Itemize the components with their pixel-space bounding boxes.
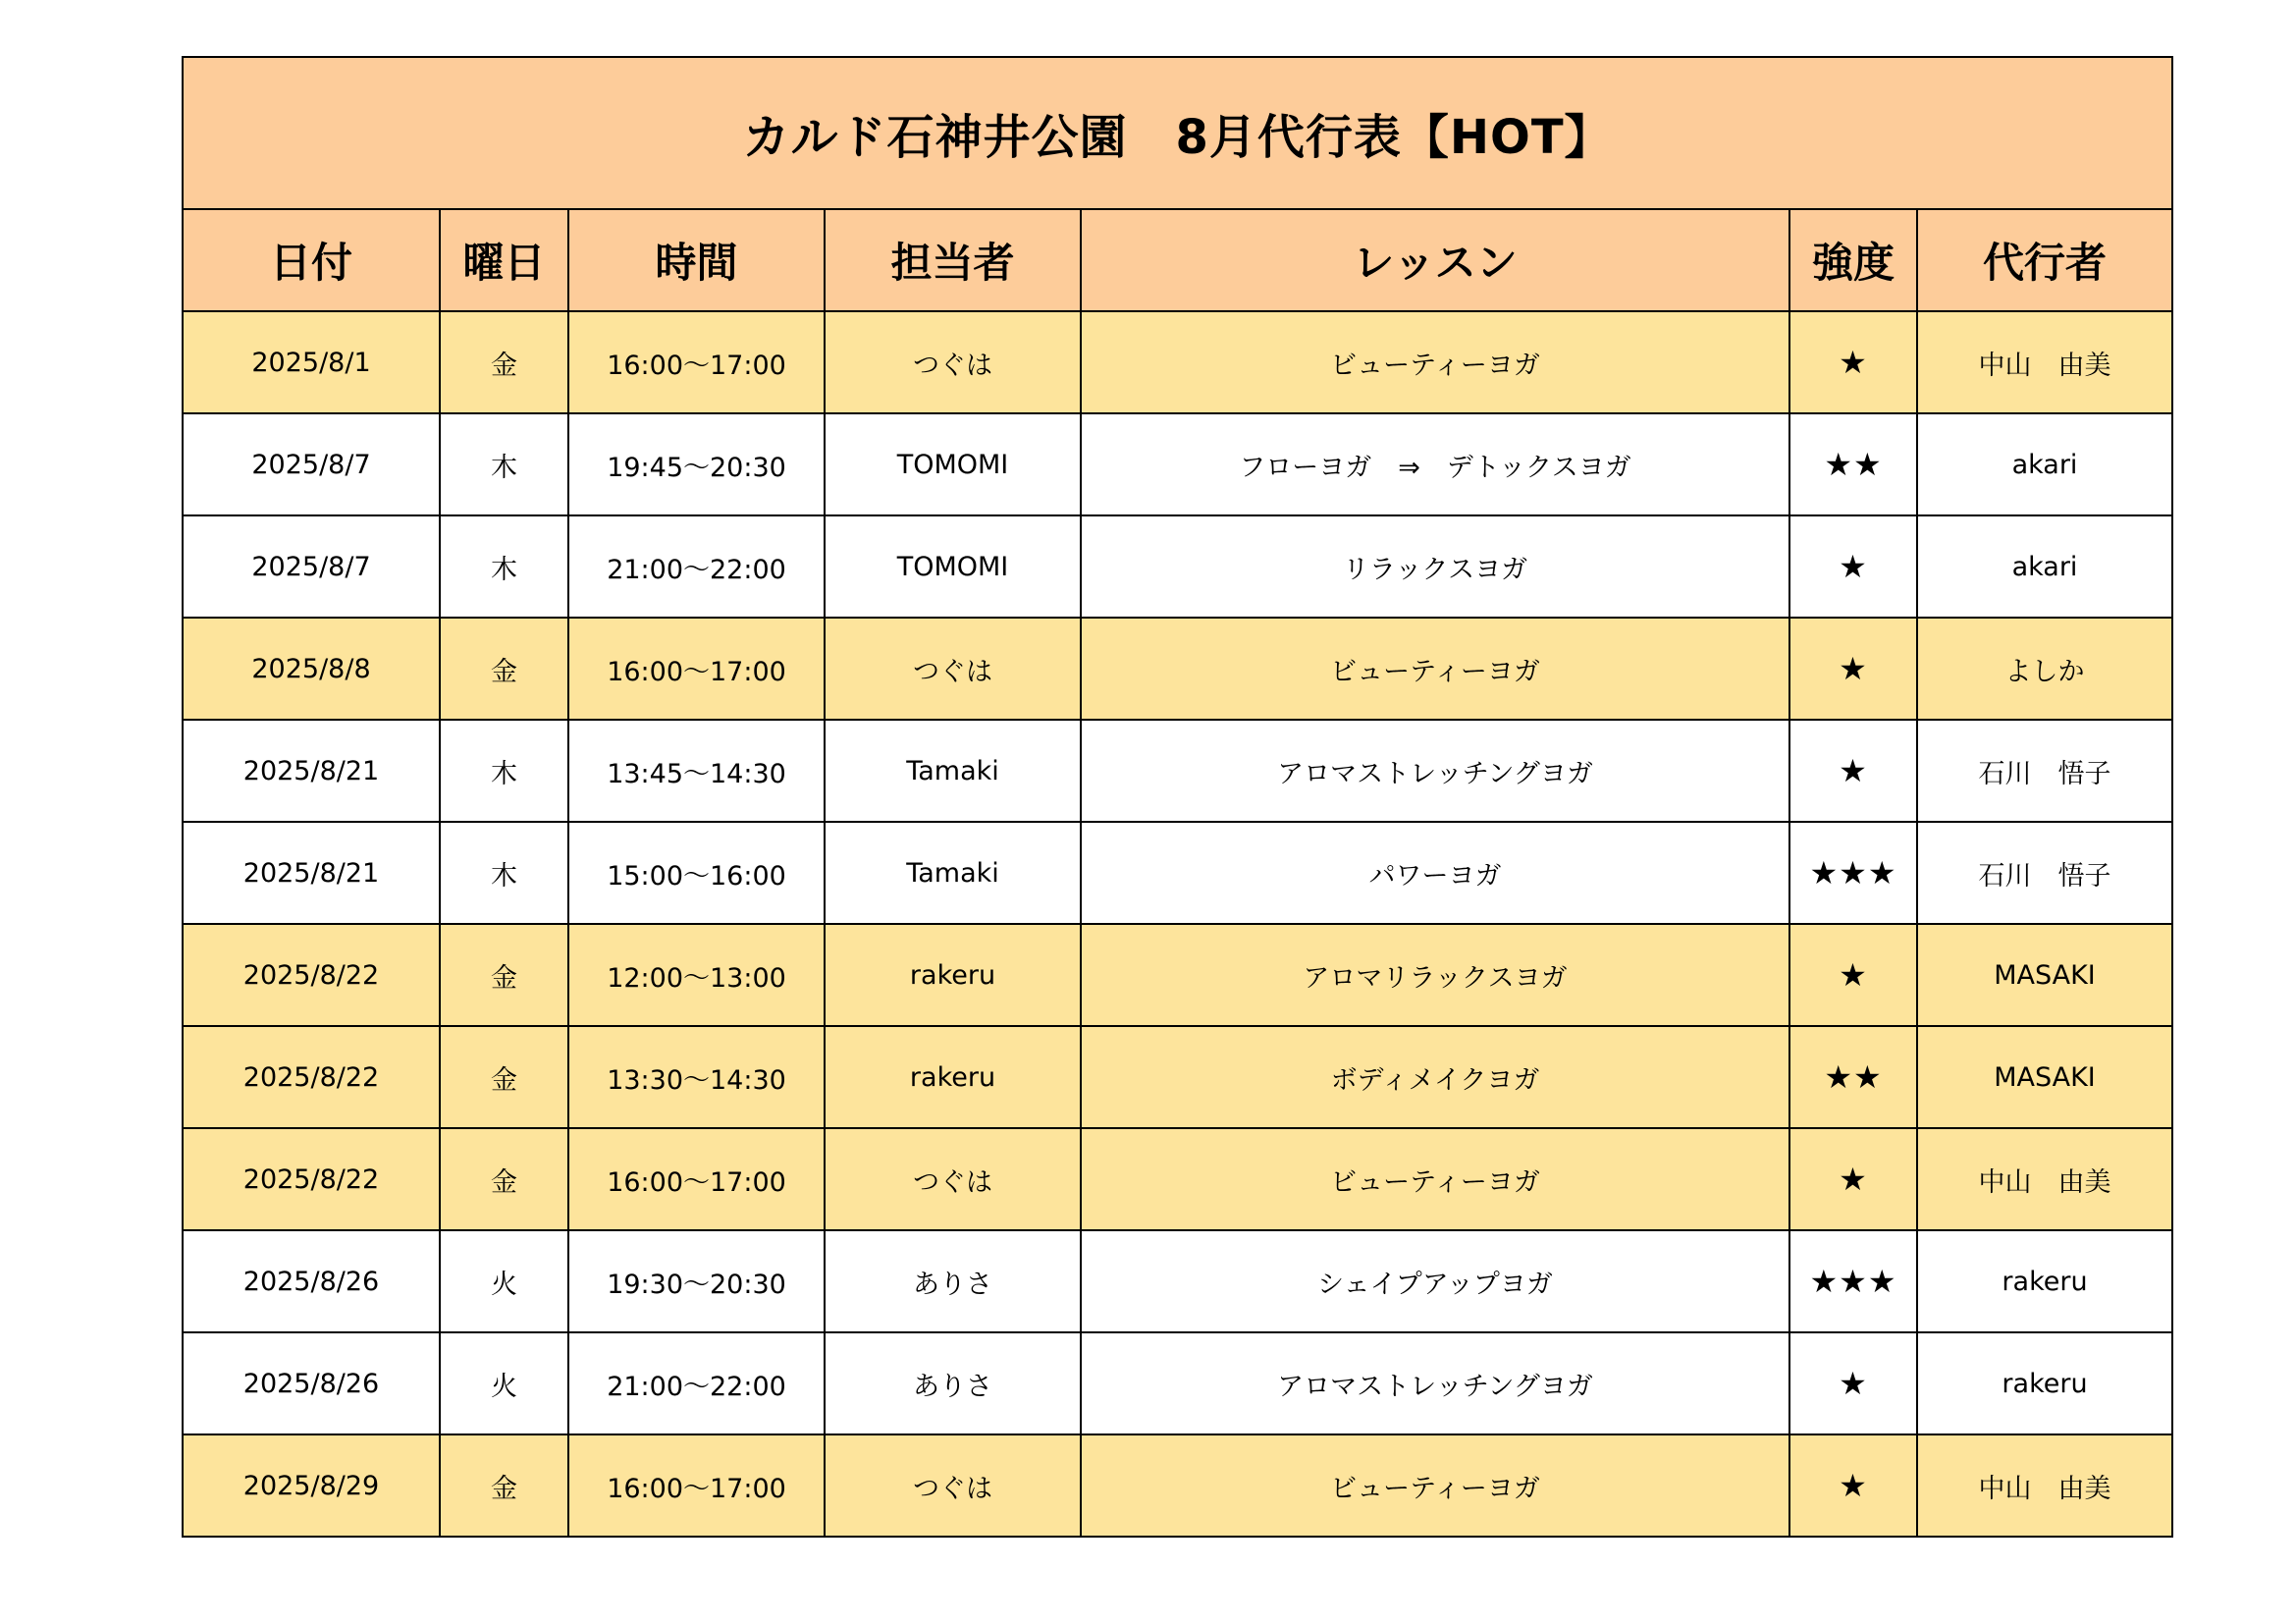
column-header-time: 時間 bbox=[568, 209, 825, 311]
cell-instructor: TOMOMI bbox=[825, 515, 1081, 618]
cell-intensity-stars: ★★★ bbox=[1789, 822, 1917, 924]
cell-substitute: 石川 悟子 bbox=[1917, 822, 2172, 924]
page-title: カルド石神井公園 8月代行表【HOT】 bbox=[183, 57, 2172, 209]
cell-date: 2025/8/22 bbox=[183, 1026, 440, 1128]
cell-instructor: ありさ bbox=[825, 1230, 1081, 1332]
cell-day: 金 bbox=[440, 311, 568, 413]
table-row bbox=[183, 1332, 2172, 1434]
cell-time: 12:00～13:00 bbox=[568, 924, 825, 1026]
cell-date: 2025/8/8 bbox=[183, 618, 440, 720]
cell-time: 13:45～14:30 bbox=[568, 720, 825, 822]
cell-time: 21:00～22:00 bbox=[568, 1332, 825, 1434]
cell-intensity-stars: ★ bbox=[1789, 1434, 1917, 1537]
cell-time: 16:00～17:00 bbox=[568, 1434, 825, 1537]
cell-intensity-stars: ★ bbox=[1789, 311, 1917, 413]
cell-date: 2025/8/22 bbox=[183, 924, 440, 1026]
cell-lesson: ビューティーヨガ bbox=[1081, 1434, 1789, 1537]
cell-day: 金 bbox=[440, 1128, 568, 1230]
cell-time: 16:00～17:00 bbox=[568, 311, 825, 413]
cell-date: 2025/8/7 bbox=[183, 515, 440, 618]
cell-date: 2025/8/21 bbox=[183, 720, 440, 822]
cell-intensity-stars: ★★ bbox=[1789, 413, 1917, 515]
cell-lesson: ボディメイクヨガ bbox=[1081, 1026, 1789, 1128]
cell-date: 2025/8/26 bbox=[183, 1332, 440, 1434]
cell-intensity-stars: ★ bbox=[1789, 515, 1917, 618]
cell-substitute: 中山 由美 bbox=[1917, 1128, 2172, 1230]
cell-date: 2025/8/7 bbox=[183, 413, 440, 515]
cell-time: 13:30～14:30 bbox=[568, 1026, 825, 1128]
column-header-instructor: 担当者 bbox=[825, 209, 1081, 311]
cell-time: 16:00～17:00 bbox=[568, 1128, 825, 1230]
cell-day: 木 bbox=[440, 822, 568, 924]
column-header-date: 日付 bbox=[183, 209, 440, 311]
table-row bbox=[183, 1128, 2172, 1230]
cell-instructor: rakeru bbox=[825, 1026, 1081, 1128]
cell-day: 木 bbox=[440, 720, 568, 822]
cell-intensity-stars: ★ bbox=[1789, 924, 1917, 1026]
cell-date: 2025/8/21 bbox=[183, 822, 440, 924]
cell-substitute: MASAKI bbox=[1917, 924, 2172, 1026]
cell-intensity-stars: ★ bbox=[1789, 618, 1917, 720]
cell-date: 2025/8/29 bbox=[183, 1434, 440, 1537]
cell-lesson: フローヨガ ⇒ デトックスヨガ bbox=[1081, 413, 1789, 515]
cell-instructor: Tamaki bbox=[825, 720, 1081, 822]
cell-substitute: よしか bbox=[1917, 618, 2172, 720]
cell-intensity-stars: ★ bbox=[1789, 1332, 1917, 1434]
cell-time: 19:30～20:30 bbox=[568, 1230, 825, 1332]
table-row bbox=[183, 1434, 2172, 1537]
cell-time: 21:00～22:00 bbox=[568, 515, 825, 618]
table-row bbox=[183, 1026, 2172, 1128]
cell-substitute: rakeru bbox=[1917, 1332, 2172, 1434]
cell-instructor: つぐは bbox=[825, 1128, 1081, 1230]
cell-substitute: akari bbox=[1917, 413, 2172, 515]
table-row bbox=[183, 822, 2172, 924]
cell-date: 2025/8/26 bbox=[183, 1230, 440, 1332]
column-header-row bbox=[183, 209, 2172, 311]
cell-instructor: rakeru bbox=[825, 924, 1081, 1026]
cell-time: 19:45～20:30 bbox=[568, 413, 825, 515]
cell-lesson: パワーヨガ bbox=[1081, 822, 1789, 924]
substitute-schedule-table bbox=[182, 56, 2173, 1538]
cell-day: 火 bbox=[440, 1332, 568, 1434]
cell-substitute: rakeru bbox=[1917, 1230, 2172, 1332]
cell-substitute: 中山 由美 bbox=[1917, 311, 2172, 413]
table-row bbox=[183, 618, 2172, 720]
cell-lesson: リラックスヨガ bbox=[1081, 515, 1789, 618]
column-header-intensity: 強度 bbox=[1789, 209, 1917, 311]
cell-lesson: ビューティーヨガ bbox=[1081, 311, 1789, 413]
cell-day: 金 bbox=[440, 1026, 568, 1128]
cell-day: 木 bbox=[440, 413, 568, 515]
cell-day: 火 bbox=[440, 1230, 568, 1332]
cell-instructor: つぐは bbox=[825, 311, 1081, 413]
title-row bbox=[183, 57, 2172, 209]
cell-day: 金 bbox=[440, 618, 568, 720]
cell-instructor: TOMOMI bbox=[825, 413, 1081, 515]
cell-day: 金 bbox=[440, 924, 568, 1026]
table-row bbox=[183, 720, 2172, 822]
cell-instructor: Tamaki bbox=[825, 822, 1081, 924]
cell-intensity-stars: ★ bbox=[1789, 1128, 1917, 1230]
cell-lesson: ビューティーヨガ bbox=[1081, 1128, 1789, 1230]
column-header-day: 曜日 bbox=[440, 209, 568, 311]
cell-lesson: ビューティーヨガ bbox=[1081, 618, 1789, 720]
cell-lesson: シェイプアップヨガ bbox=[1081, 1230, 1789, 1332]
cell-instructor: つぐは bbox=[825, 1434, 1081, 1537]
column-header-substitute: 代行者 bbox=[1917, 209, 2172, 311]
cell-lesson: アロマストレッチングヨガ bbox=[1081, 720, 1789, 822]
cell-intensity-stars: ★ bbox=[1789, 720, 1917, 822]
cell-substitute: akari bbox=[1917, 515, 2172, 618]
table-row bbox=[183, 1230, 2172, 1332]
table-row bbox=[183, 413, 2172, 515]
cell-substitute: 中山 由美 bbox=[1917, 1434, 2172, 1537]
table-row bbox=[183, 924, 2172, 1026]
cell-substitute: MASAKI bbox=[1917, 1026, 2172, 1128]
cell-day: 金 bbox=[440, 1434, 568, 1537]
cell-intensity-stars: ★★★ bbox=[1789, 1230, 1917, 1332]
cell-date: 2025/8/22 bbox=[183, 1128, 440, 1230]
column-header-lesson: レッスン bbox=[1081, 209, 1789, 311]
cell-intensity-stars: ★★ bbox=[1789, 1026, 1917, 1128]
cell-time: 15:00～16:00 bbox=[568, 822, 825, 924]
cell-lesson: アロマストレッチングヨガ bbox=[1081, 1332, 1789, 1434]
cell-instructor: ありさ bbox=[825, 1332, 1081, 1434]
cell-time: 16:00～17:00 bbox=[568, 618, 825, 720]
cell-instructor: つぐは bbox=[825, 618, 1081, 720]
table-row bbox=[183, 311, 2172, 413]
cell-substitute: 石川 悟子 bbox=[1917, 720, 2172, 822]
table-row bbox=[183, 515, 2172, 618]
cell-date: 2025/8/1 bbox=[183, 311, 440, 413]
cell-day: 木 bbox=[440, 515, 568, 618]
cell-lesson: アロマリラックスヨガ bbox=[1081, 924, 1789, 1026]
